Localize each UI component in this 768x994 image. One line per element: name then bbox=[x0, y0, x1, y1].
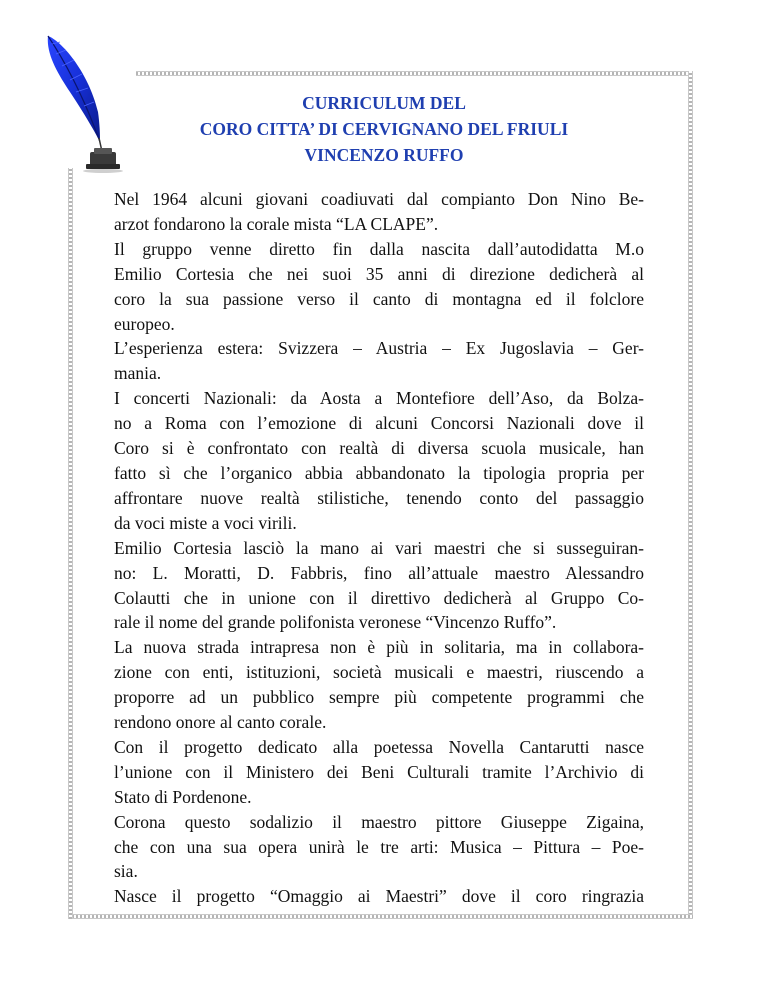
body-line: fatto sì che l’organico abbia abbandonato la tipologia propria per bbox=[114, 462, 644, 483]
body-line: Stato di Pordenone. bbox=[114, 786, 252, 807]
body-line: Nasce il progetto “Omaggio ai Maestri” dove il coro ringrazia bbox=[114, 886, 644, 907]
body-line: proporre ad un pubblico sempre più competente programmi che bbox=[114, 687, 644, 708]
frame-bottom-border bbox=[68, 914, 693, 919]
body-line: L’esperienza estera: Svizzera – Austria – Ex Jugoslavia – Ger- bbox=[114, 338, 644, 359]
body-line: no a Roma con l’emozione di alcuni Concorsi Nazionali dove il bbox=[114, 413, 644, 434]
body-line: La nuova strada intrapresa non è più in solitaria, ma in collabora- bbox=[114, 637, 644, 658]
body-line: affrontare nuove realtà stilistiche, tenendo conto del passaggio bbox=[114, 487, 644, 508]
frame-left-border bbox=[68, 168, 73, 919]
body-line: Il gruppo venne diretto fin dalla nascita dall’autodidatta M.o bbox=[114, 238, 644, 259]
body-line: Emilio Cortesia che nei suoi 35 anni di direzione dedicherà al bbox=[114, 263, 644, 284]
body-line: l’unione con il Ministero dei Beni Culturali tramite l’Archivio di bbox=[114, 761, 644, 782]
body-line: Colautti che in unione con il direttivo dedicherà al Gruppo Co- bbox=[114, 587, 644, 608]
body-line: rale il nome del grande polifonista veronese “Vincenzo Ruffo”. bbox=[114, 612, 557, 633]
body-line: no: L. Moratti, D. Fabbris, fino all’attuale maestro Alessandro bbox=[114, 562, 644, 583]
body-line: arzot fondarono la corale mista “LA CLAPE”. bbox=[114, 213, 439, 234]
body-line: rendono onore al canto corale. bbox=[114, 712, 327, 733]
body-line: sia. bbox=[114, 861, 138, 882]
body-line: da voci miste a voci virili. bbox=[114, 512, 297, 533]
heading-line-3: VINCENZO RUFFO bbox=[304, 145, 464, 165]
body-line: Emilio Cortesia lasciò la mano ai vari maestri che si susseguiran- bbox=[114, 537, 644, 558]
body-line: Coro si è confrontato con realtà di diversa scuola musicale, han bbox=[114, 438, 644, 459]
frame-top-border bbox=[136, 71, 693, 76]
frame-right-border bbox=[688, 71, 693, 919]
heading-line-2: CORO CITTA’ DI CERVIGNANO DEL FRIULI bbox=[199, 119, 569, 139]
body-line: coro la sua passione verso il canto di montagna ed il folclore bbox=[114, 288, 644, 309]
document-heading bbox=[100, 90, 668, 168]
body-line: Con il progetto dedicato alla poetessa Novella Cantarutti nasce bbox=[114, 736, 644, 757]
body-line: I concerti Nazionali: da Aosta a Montefiore dell’Aso, da Bolza- bbox=[114, 388, 644, 409]
heading-line-1: CURRICULUM DEL bbox=[302, 93, 466, 113]
body-line: che con una sua opera unirà le tre arti: Musica – Pittura – Poe- bbox=[114, 836, 644, 857]
body-line: Corona questo sodalizio il maestro pittore Giuseppe Zigaina, bbox=[114, 811, 644, 832]
body-text bbox=[114, 187, 644, 909]
body-line: zione con enti, istituzioni, società musicali e maestri, riuscendo a bbox=[114, 662, 644, 683]
body-line: mania. bbox=[114, 363, 162, 384]
body-line: Nel 1964 alcuni giovani coadiuvati dal compianto Don Nino Be- bbox=[114, 189, 644, 209]
body-line: europeo. bbox=[114, 313, 175, 334]
